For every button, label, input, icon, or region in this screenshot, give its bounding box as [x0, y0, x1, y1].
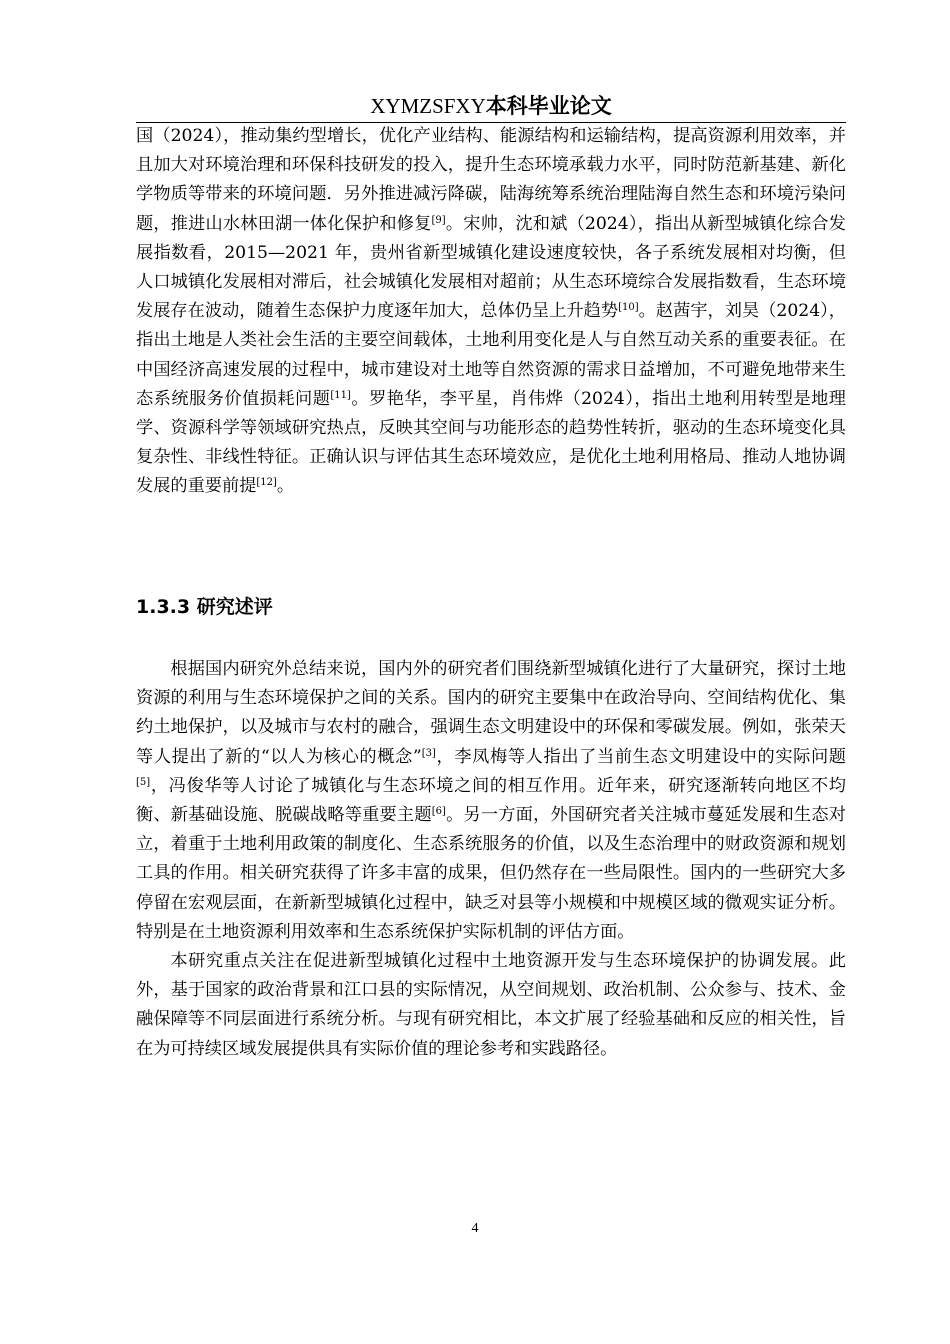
literature-paragraph	[136, 122, 846, 502]
citation-ref: [6]	[431, 806, 446, 818]
paragraph-text: 国（2024），推动集约型增长，优化产业结构、能源结构和运输结构，提高资源利用效率，并且加大对环境治理和环保科技研发的投入，提升生态环境承载力水平，同时防范新基建、新化学物质等带来的环境问题．另外推进减污降碳，陆海统筹系统治理陆海自然生态和环境污染问题，推进山水林田湖一体化保护和修复	[136, 126, 846, 234]
citation-ref: [5]	[136, 776, 151, 788]
paragraph-text: 。	[276, 476, 295, 497]
paragraph-text: 根据国内研究外总结来说，国内外的研究者们围绕新型城镇化进行了大量研究，探讨土地资源的利用与生态环境保护之间的关系。国内的研究主要集中在政治导向、空间结构优化、集约土地保护，以及城市与农村的融合，强调生态文明建设中的环保和零碳发展。例如，张荣天等人提出了新的“以人为核心的概念”	[136, 659, 846, 767]
section-heading: 1.3.3 研究述评	[136, 596, 273, 618]
paragraph-text: ，冯俊华等人讨论了城镇化与生态环境之间的相互作用。近年来，研究逐渐转向地区不均衡、新基础设施、脱碳战略等重要主题	[136, 775, 846, 826]
review-paragraph	[136, 655, 846, 947]
paragraph-text: ，李凤梅等人指出了当前生态文明建设中的实际问题	[435, 746, 846, 767]
citation-ref: [12]	[256, 477, 277, 489]
citation-ref: [3]	[421, 747, 436, 759]
page-number: 4	[471, 1221, 479, 1236]
page-header	[136, 93, 846, 119]
citation-ref: [10]	[618, 302, 639, 314]
paragraph-text: 。赵茜宇，刘昊（2024），指出土地是人类社会生活的主要空间载体，土地利用变化是人与自然互动关系的重要表征。在中国经济高速发展的过程中，城市建设对土地等自然资源的需求日益增加，不可避免地带来生态系统服务价值损耗问题	[136, 301, 846, 409]
paragraph-text: 。宋帅，沈和斌（2024），指出从新型城镇化综合发展指数看，2015—2021 年，贵州省新型城镇化建设速度较快，各子系统发展相对均衡，但人口城镇化发展相对滞后，社会城镇化发展相对超前；从生态环境综合发展指数看，生态环境发展存在波动，随着生态保护力度逐年加大，总体仍呈上升趋势	[136, 213, 846, 322]
paragraph-continued	[136, 122, 846, 502]
header-school-code: XYMZSFXY	[370, 94, 486, 118]
paragraph-text: 。另一方面，外国研究者关注城市蔓延发展和生态对立，着重于土地利用政策的制度化、生态系统服务的价值，以及生态治理中的财政资源和规划工具的作用。相关研究获得了许多丰富的成果，但仍然存在一些局限性。国内的一些研究大多停留在宏观层面，在新新型城镇化过程中，缺乏对县等小规模和中规模区域的微观实证分析。特别是在土地资源利用效率和生态系统保护实际机制的评估方面。	[136, 805, 846, 942]
citation-ref: [11]	[330, 389, 351, 401]
focus-paragraph: 本研究重点关注在促进新型城镇化过程中土地资源开发与生态环境保护的协调发展。此外，基于国家的政治背景和江口县的实际情况，从空间规划、政治机制、公众参与、技术、金融保障等不同层面进行系统分析。与现有研究相比，本文扩展了经验基础和反应的相关性，旨在为可持续区域发展提供具有实际价值的理论参考和实践路径。	[136, 951, 846, 1059]
header-title: 本科毕业论文	[485, 94, 612, 118]
citation-ref: [9]	[431, 214, 446, 226]
paragraph-text: 。罗艳华，李平星，肖伟烨（2024），指出土地利用转型是地理学、资源科学等领域研究热点，反映其空间与功能形态的趋势性转折，驱动的生态环境变化具复杂性、非线性特征。正确认识与评估其生态环境效应，是优化土地利用格局、推动人地协调发展的重要前提	[136, 388, 846, 497]
review-section-body	[136, 655, 846, 1064]
